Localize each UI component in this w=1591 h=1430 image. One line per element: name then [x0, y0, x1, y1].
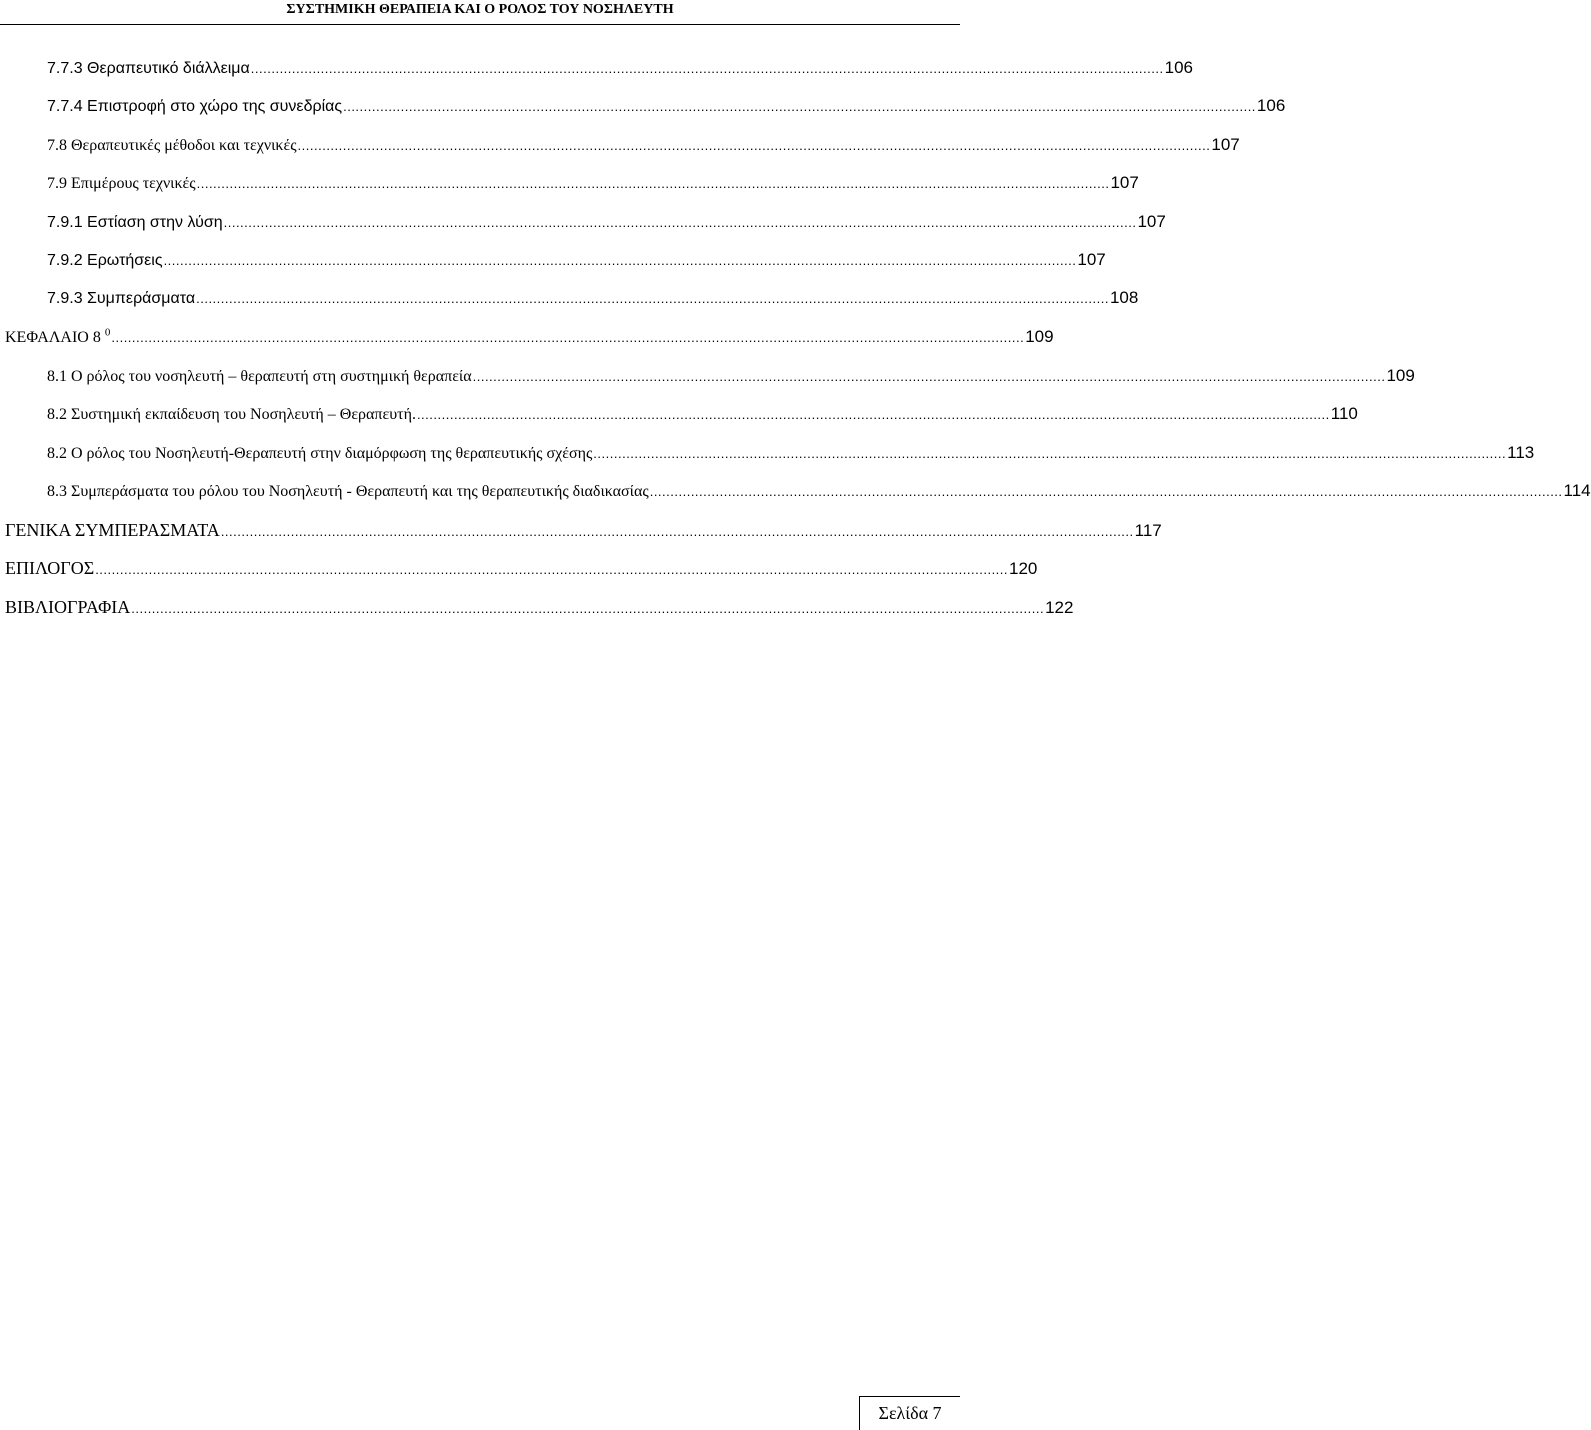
- toc-entry-page: 109: [1386, 366, 1415, 385]
- toc-entry-page: 110: [1330, 404, 1358, 423]
- toc-entry-title: 7.9 Επιμέρους τεχνικές: [47, 175, 196, 192]
- toc-leader: ..............................................................................................................................................................................................................................: [593, 446, 1507, 461]
- toc-entry-title: ΕΠΙΛΟΓΟΣ: [5, 558, 95, 578]
- toc-entry-superscript: 0: [104, 326, 111, 339]
- toc-entry-page: 113: [1507, 443, 1535, 462]
- toc-leader: ..............................................................................................................................................................................................................................: [163, 253, 1077, 268]
- toc-entry[interactable]: [47, 366, 1415, 396]
- toc-entry-page: 107: [1110, 173, 1139, 192]
- toc-leader: ..............................................................................................................................................................................................................................: [343, 99, 1256, 114]
- toc-entry-title: 7.8 Θεραπευτικές μέθοδοι και τεχνικές: [47, 137, 297, 154]
- toc-entry[interactable]: [47, 481, 1591, 511]
- toc-entry-page: 109: [1025, 327, 1054, 346]
- toc-entry[interactable]: [47, 135, 1240, 165]
- toc-entry[interactable]: [47, 173, 1139, 203]
- toc-entry-title: ΓΕΝΙΚΑ ΣΥΜΠΕΡΑΣΜΑΤΑ: [5, 520, 220, 540]
- toc-leader: ..............................................................................................................................................................................................................................: [196, 176, 1110, 191]
- header-title: ΣΥΣΤΗΜΙΚΗ ΘΕΡΑΠΕΙΑ ΚΑΙ Ο ΡΟΛΟΣ ΤΟΥ ΝΟΣΗΛΕΥΤΗ: [286, 2, 674, 17]
- toc-entry-title: 7.9.2 Ερωτήσεις: [47, 252, 163, 269]
- toc-entry-title: 8.3 Συμπεράσματα του ρόλου του Νοσηλευτή - Θεραπευτή και της θεραπευτικής διαδικασίας: [47, 483, 649, 500]
- toc-leader: ..............................................................................................................................................................................................................................: [95, 562, 1009, 577]
- toc-leader: ..............................................................................................................................................................................................................................: [649, 484, 1563, 499]
- toc-entry[interactable]: [47, 288, 1139, 318]
- toc-leader: ..............................................................................................................................................................................................................................: [220, 524, 1134, 539]
- toc-entry-title: ΚΕΦΑΛΑΙΟ 8: [5, 329, 101, 346]
- page-number-label: Σελίδα 7: [878, 1403, 942, 1423]
- header-rule: [0, 24, 960, 25]
- toc-entry[interactable]: [47, 250, 1106, 280]
- toc-entry-page: 120: [1009, 559, 1038, 578]
- toc-leader: ..............................................................................................................................................................................................................................: [111, 330, 1025, 345]
- toc-entry-title: 8.1 Ο ρόλος του νοσηλευτή – θεραπευτή στη συστημική θεραπεία: [47, 368, 472, 385]
- toc-entry-page: 107: [1211, 135, 1240, 154]
- toc-leader: ..............................................................................................................................................................................................................................: [196, 291, 1109, 306]
- toc-entry[interactable]: [47, 404, 1358, 434]
- toc-entry-page: 114: [1563, 481, 1591, 500]
- toc-entry[interactable]: [47, 443, 1535, 473]
- toc-entry-title: 7.9.3 Συμπεράσματα: [47, 290, 196, 307]
- toc-entry-title: 7.7.3 Θεραπευτικό διάλλειμα: [47, 60, 250, 77]
- toc-entry[interactable]: [5, 558, 1038, 588]
- toc-entry-title: 8.2 Ο ρόλος του Νοσηλευτή-Θεραπευτή στην διαμόρφωση της θεραπευτικής σχέσης: [47, 445, 593, 462]
- toc-entry-page: 106: [1256, 96, 1286, 115]
- toc-entry-page: 106: [1164, 58, 1193, 77]
- page-number-footer: [859, 1396, 960, 1430]
- toc-entry[interactable]: [47, 96, 1286, 126]
- toc-entry-page: 107: [1137, 212, 1166, 231]
- toc-entry[interactable]: [47, 212, 1166, 242]
- toc-leader: ..............................................................................................................................................................................................................................: [131, 601, 1045, 616]
- toc-leader: ..............................................................................................................................................................................................................................: [223, 215, 1137, 230]
- toc-entry-title: 7.9.1 Εστίαση στην λύση: [47, 214, 223, 231]
- running-header: [0, 0, 960, 36]
- toc-entry-page: 122: [1045, 598, 1074, 617]
- toc-entry[interactable]: [5, 520, 1162, 550]
- toc-entry-page: 108: [1109, 288, 1139, 307]
- toc-leader: ..............................................................................................................................................................................................................................: [250, 61, 1164, 76]
- toc-entry-page: 107: [1077, 250, 1106, 269]
- toc-entry[interactable]: [5, 326, 1054, 357]
- toc-leader: ..............................................................................................................................................................................................................................: [297, 138, 1211, 153]
- toc-leader: ..............................................................................................................................................................................................................................: [416, 407, 1330, 422]
- toc-entry-page: 117: [1134, 521, 1162, 540]
- toc-entry-title: 7.7.4 Επιστροφή στο χώρο της συνεδρίας: [47, 98, 343, 115]
- toc-entry-title: 8.2 Συστημική εκπαίδευση του Νοσηλευτή – Θεραπευτή.: [47, 406, 416, 423]
- toc-entry[interactable]: [47, 58, 1193, 88]
- toc-entry[interactable]: [5, 597, 1074, 627]
- toc-leader: ..............................................................................................................................................................................................................................: [472, 369, 1386, 384]
- toc-entry-title: ΒΙΒΛΙΟΓΡΑΦΙΑ: [5, 597, 131, 617]
